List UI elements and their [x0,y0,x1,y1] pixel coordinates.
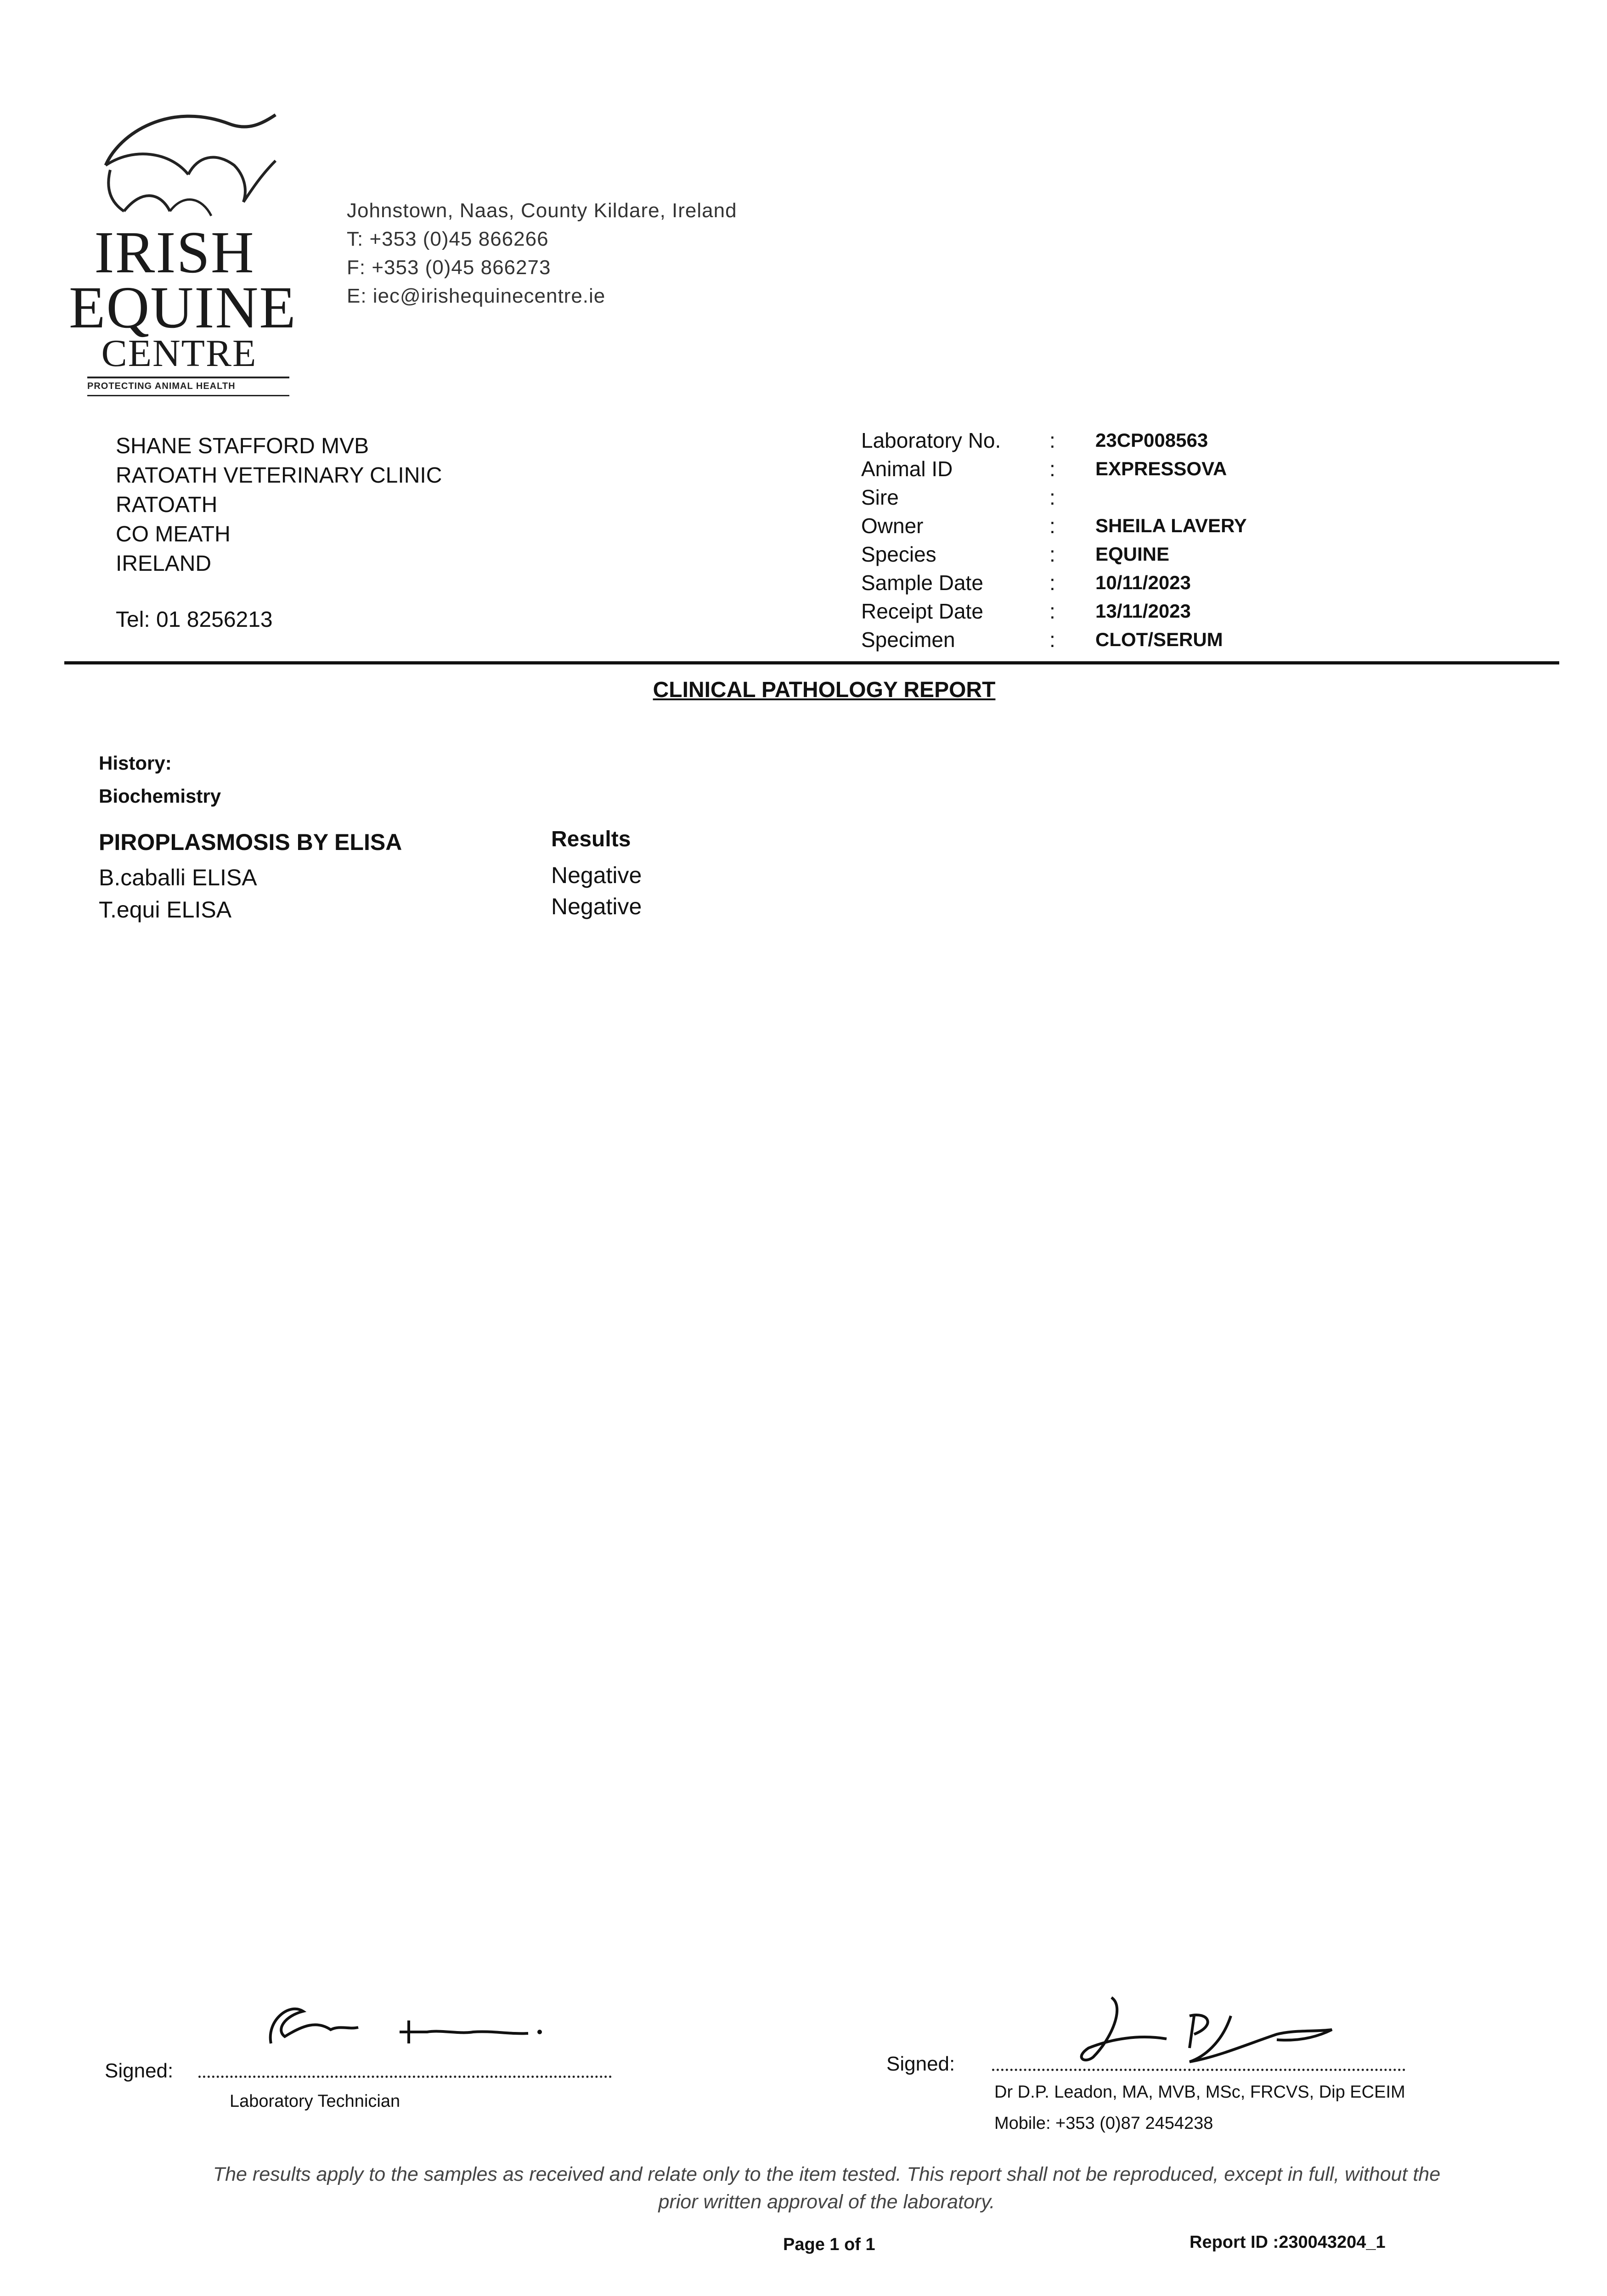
info-colon: : [1049,485,1055,509]
signature-director [1056,1988,1378,2071]
test-name: T.equi ELISA [99,897,232,923]
info-row [861,568,1247,597]
recipient-name: SHANE STAFFORD MVB [116,434,369,458]
page-number: Page 1 of 1 [783,2235,875,2254]
contact-email: E: iec@irishequinecentre.ie [347,285,606,307]
info-row [861,625,1247,654]
info-colon: : [1049,514,1055,538]
info-row [861,483,1247,512]
recipient-county: CO MEATH [116,522,231,546]
test-group-heading: PIROPLASMOSIS BY ELISA [99,829,402,855]
info-row [861,597,1247,625]
results-heading: Results [551,827,631,851]
info-colon: : [1049,542,1055,566]
logo-tagline: PROTECTING ANIMAL HEALTH [87,381,236,391]
recipient-address [116,432,667,579]
info-label: Laboratory No. [861,428,1001,452]
logo-text-irish: IRISH [94,219,255,286]
logo-rule-bottom [87,395,289,396]
info-colon: : [1049,457,1055,481]
info-colon: : [1049,428,1055,452]
contact-fax: F: +353 (0)45 866273 [347,256,551,279]
info-value [1095,483,1247,512]
header-divider [64,661,1559,664]
info-row [861,455,1247,483]
logo-text-equine: EQUINE [69,275,297,341]
info-label: Sample Date [861,571,983,595]
test-result: Negative [551,894,642,919]
report-title: CLINICAL PATHOLOGY REPORT [653,678,996,702]
info-colon: : [1049,628,1055,652]
info-row [861,426,1247,455]
info-value: CLOT/SERUM [1095,629,1223,650]
signed-label-right: Signed: [886,2053,955,2075]
info-value: 23CP008563 [1095,429,1208,451]
info-value: SHEILA LAVERY [1095,515,1247,536]
contact-address: Johnstown, Naas, County Kildare, Ireland [347,199,737,222]
info-label: Sire [861,485,899,509]
section-label: Biochemistry [99,785,221,807]
signature-line-left [198,2076,612,2078]
info-value: 13/11/2023 [1095,600,1191,622]
disclaimer-line-1: The results apply to the samples as received and relate only to the item tested. This report shall not be reproduced, except in full, without the [213,2163,1441,2185]
contact-phone: T: +353 (0)45 866266 [347,228,549,250]
horse-logo-icon [78,96,308,234]
info-colon: : [1049,599,1055,623]
logo-text-centre: CENTRE [101,332,257,375]
test-result: Negative [551,862,642,888]
contact-block [347,197,898,310]
recipient-tel: Tel: 01 8256213 [116,608,273,632]
info-label: Receipt Date [861,599,983,623]
test-name: B.caballi ELISA [99,865,257,890]
footer-disclaimer [156,2161,1497,2216]
info-value: 10/11/2023 [1095,572,1191,593]
recipient-town: RATOATH [116,493,218,517]
signature-line-right [992,2069,1405,2071]
info-label: Animal ID [861,457,953,481]
technician-role: Laboratory Technician [230,2092,400,2111]
info-label: Specimen [861,628,955,652]
report-id: Report ID :230043204_1 [1190,2233,1386,2252]
signature-technician [253,1993,574,2057]
info-colon: : [1049,571,1055,595]
info-row [861,540,1247,568]
info-label: Owner [861,514,924,538]
logo [69,96,308,400]
director-mobile: Mobile: +353 (0)87 2454238 [994,2114,1213,2133]
recipient-country: IRELAND [116,551,212,576]
info-value: EXPRESSOVA [1095,458,1227,479]
info-value: EQUINE [1095,543,1170,565]
info-row [861,512,1247,540]
signed-label-left: Signed: [105,2060,174,2082]
disclaimer-line-2: prior written approval of the laboratory. [658,2191,995,2213]
info-label: Species [861,542,936,566]
sample-info-table [861,426,1247,654]
recipient-clinic: RATOATH VETERINARY CLINIC [116,463,442,488]
logo-rule [87,377,289,378]
director-name: Dr D.P. Leadon, MA, MVB, MSc, FRCVS, Dip ECEIM [994,2082,1405,2102]
history-label: History: [99,752,172,774]
